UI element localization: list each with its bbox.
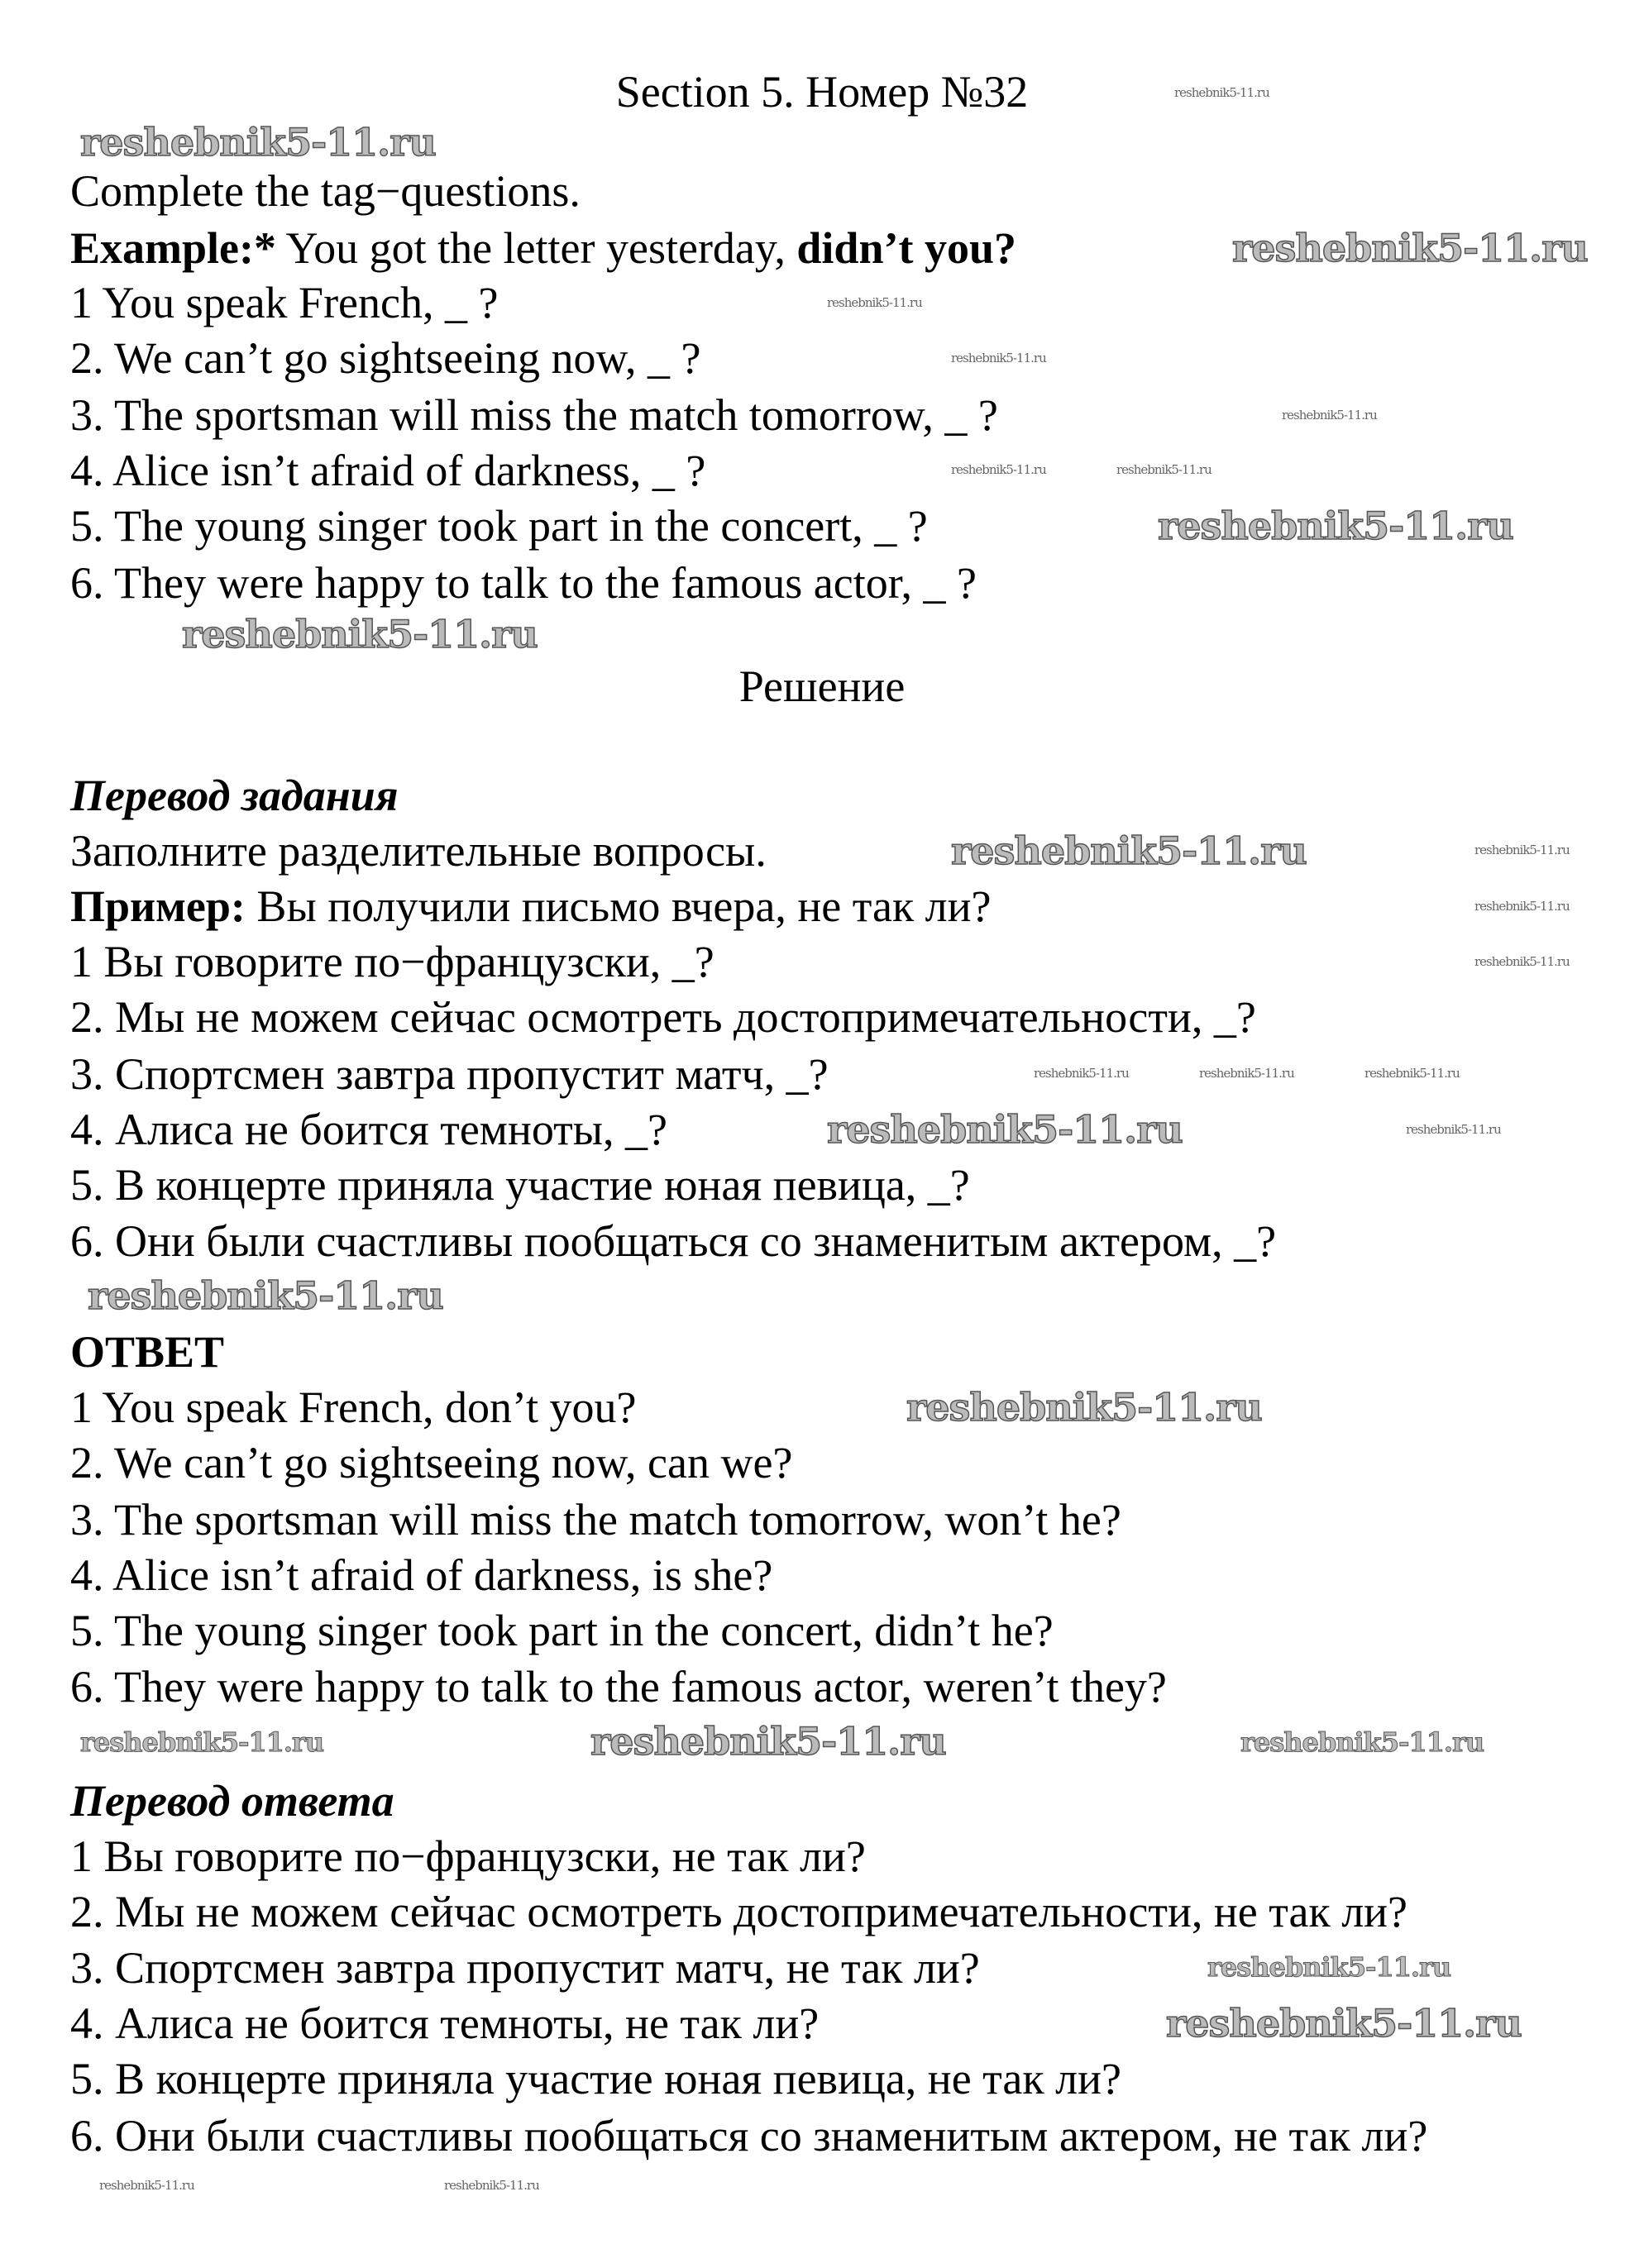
answer-translation-item: 2. Мы не можем сейчас осмотреть достопримечательности, не так ли? xyxy=(70,1887,1408,1936)
watermark: reshebnik5-11.ru xyxy=(1207,1951,1451,1983)
answer-item: 1 You speak French, don’t you? xyxy=(70,1382,637,1432)
answer-translation-item: 4. Алиса не боится темноты, не так ли? xyxy=(70,1998,820,2048)
task-instruction: Complete the tag−questions. xyxy=(70,166,581,216)
watermark: reshebnik5-11.ru xyxy=(1240,1726,1484,1758)
example-label: Пример: xyxy=(70,881,246,931)
watermark: reshebnik5-11.ru xyxy=(99,2178,194,2193)
watermark: reshebnik5-11.ru xyxy=(951,828,1307,873)
task-translation-heading: Перевод задания xyxy=(70,771,399,820)
task-translation-item: 3. Спортсмен завтра пропустит матч, _? xyxy=(70,1049,829,1099)
task-translation-item: 2. Мы не можем сейчас осмотреть достопримечательности, _? xyxy=(70,992,1256,1042)
watermark: reshebnik5-11.ru xyxy=(1034,1066,1129,1081)
watermark: reshebnik5-11.ru xyxy=(1116,462,1211,477)
task-item: 5. The young singer took part in the concert, _ ? xyxy=(70,501,928,551)
task-item: 2. We can’t go sightseeing now, _ ? xyxy=(70,333,701,383)
example-text: You got the letter yesterday, xyxy=(276,223,797,273)
watermark: reshebnik5-11.ru xyxy=(1174,85,1269,100)
watermark: reshebnik5-11.ru xyxy=(1474,843,1570,857)
solution-heading: Решение xyxy=(738,661,906,711)
task-translation-item: 5. В концерте приняла участие юная певица, _? xyxy=(70,1160,970,1210)
watermark: reshebnik5-11.ru xyxy=(906,1385,1262,1430)
watermark: reshebnik5-11.ru xyxy=(1199,1066,1294,1081)
watermark: reshebnik5-11.ru xyxy=(182,612,538,657)
watermark: reshebnik5-11.ru xyxy=(590,1719,946,1764)
task-item: 6. They were happy to talk to the famous actor, _ ? xyxy=(70,558,977,608)
answer-item: 5. The young singer took part in the concert, didn’t he? xyxy=(70,1606,1054,1655)
watermark: reshebnik5-11.ru xyxy=(1474,954,1570,969)
watermark: reshebnik5-11.ru xyxy=(1474,899,1570,914)
answer-heading: ОТВЕТ xyxy=(70,1327,225,1377)
example-label: Example:* xyxy=(70,223,276,273)
task-translation-example xyxy=(70,878,992,934)
example-answer: didn’t you? xyxy=(796,223,1016,273)
watermark: reshebnik5-11.ru xyxy=(1406,1122,1501,1137)
task-item: 3. The sportsman will miss the match tomorrow, _ ? xyxy=(70,390,998,440)
watermark: reshebnik5-11.ru xyxy=(827,1107,1183,1152)
page-title: Section 5. Номер №32 xyxy=(615,67,1029,117)
answer-item: 3. The sportsman will miss the match tomorrow, won’t he? xyxy=(70,1495,1121,1545)
example-text: Вы получили письмо вчера, не так ли? xyxy=(245,881,992,931)
watermark: reshebnik5-11.ru xyxy=(88,1273,443,1318)
task-translation-instruction: Заполните разделительные вопросы. xyxy=(70,826,767,876)
watermark: reshebnik5-11.ru xyxy=(80,1726,324,1758)
answer-translation-heading: Перевод ответа xyxy=(70,1776,394,1826)
watermark: reshebnik5-11.ru xyxy=(951,351,1046,365)
watermark: reshebnik5-11.ru xyxy=(1232,226,1588,270)
answer-translation-item: 3. Спортсмен завтра пропустит матч, не так ли? xyxy=(70,1943,980,1993)
task-item: 4. Alice isn’t afraid of darkness, _ ? xyxy=(70,446,706,495)
answer-item: 6. They were happy to talk to the famous actor, weren’t they? xyxy=(70,1662,1167,1712)
watermark: reshebnik5-11.ru xyxy=(1158,504,1513,548)
task-translation-item: 6. Они были счастливы пообщаться со знаменитым актером, _? xyxy=(70,1216,1277,1266)
watermark: reshebnik5-11.ru xyxy=(444,2178,539,2193)
watermark: reshebnik5-11.ru xyxy=(1282,408,1377,423)
watermark: reshebnik5-11.ru xyxy=(1166,2001,1522,2046)
answer-item: 2. We can’t go sightseeing now, can we? xyxy=(70,1438,793,1487)
watermark: reshebnik5-11.ru xyxy=(1364,1066,1460,1081)
watermark: reshebnik5-11.ru xyxy=(827,295,922,310)
task-item: 1 You speak French, _ ? xyxy=(70,278,499,327)
watermark: reshebnik5-11.ru xyxy=(951,462,1046,477)
task-translation-item: 4. Алиса не боится темноты, _? xyxy=(70,1105,668,1154)
watermark: reshebnik5-11.ru xyxy=(80,120,436,165)
answer-translation-item: 1 Вы говорите по−французски, не так ли? xyxy=(70,1831,866,1881)
answer-translation-item: 5. В концерте приняла участие юная певица, не так ли? xyxy=(70,2054,1121,2103)
answer-translation-item: 6. Они были счастливы пообщаться со знаменитым актером, не так ли? xyxy=(70,2111,1428,2161)
answer-item: 4. Alice isn’t afraid of darkness, is she? xyxy=(70,1550,773,1600)
task-example xyxy=(70,220,1016,276)
task-translation-item: 1 Вы говорите по−французски, _? xyxy=(70,937,714,986)
